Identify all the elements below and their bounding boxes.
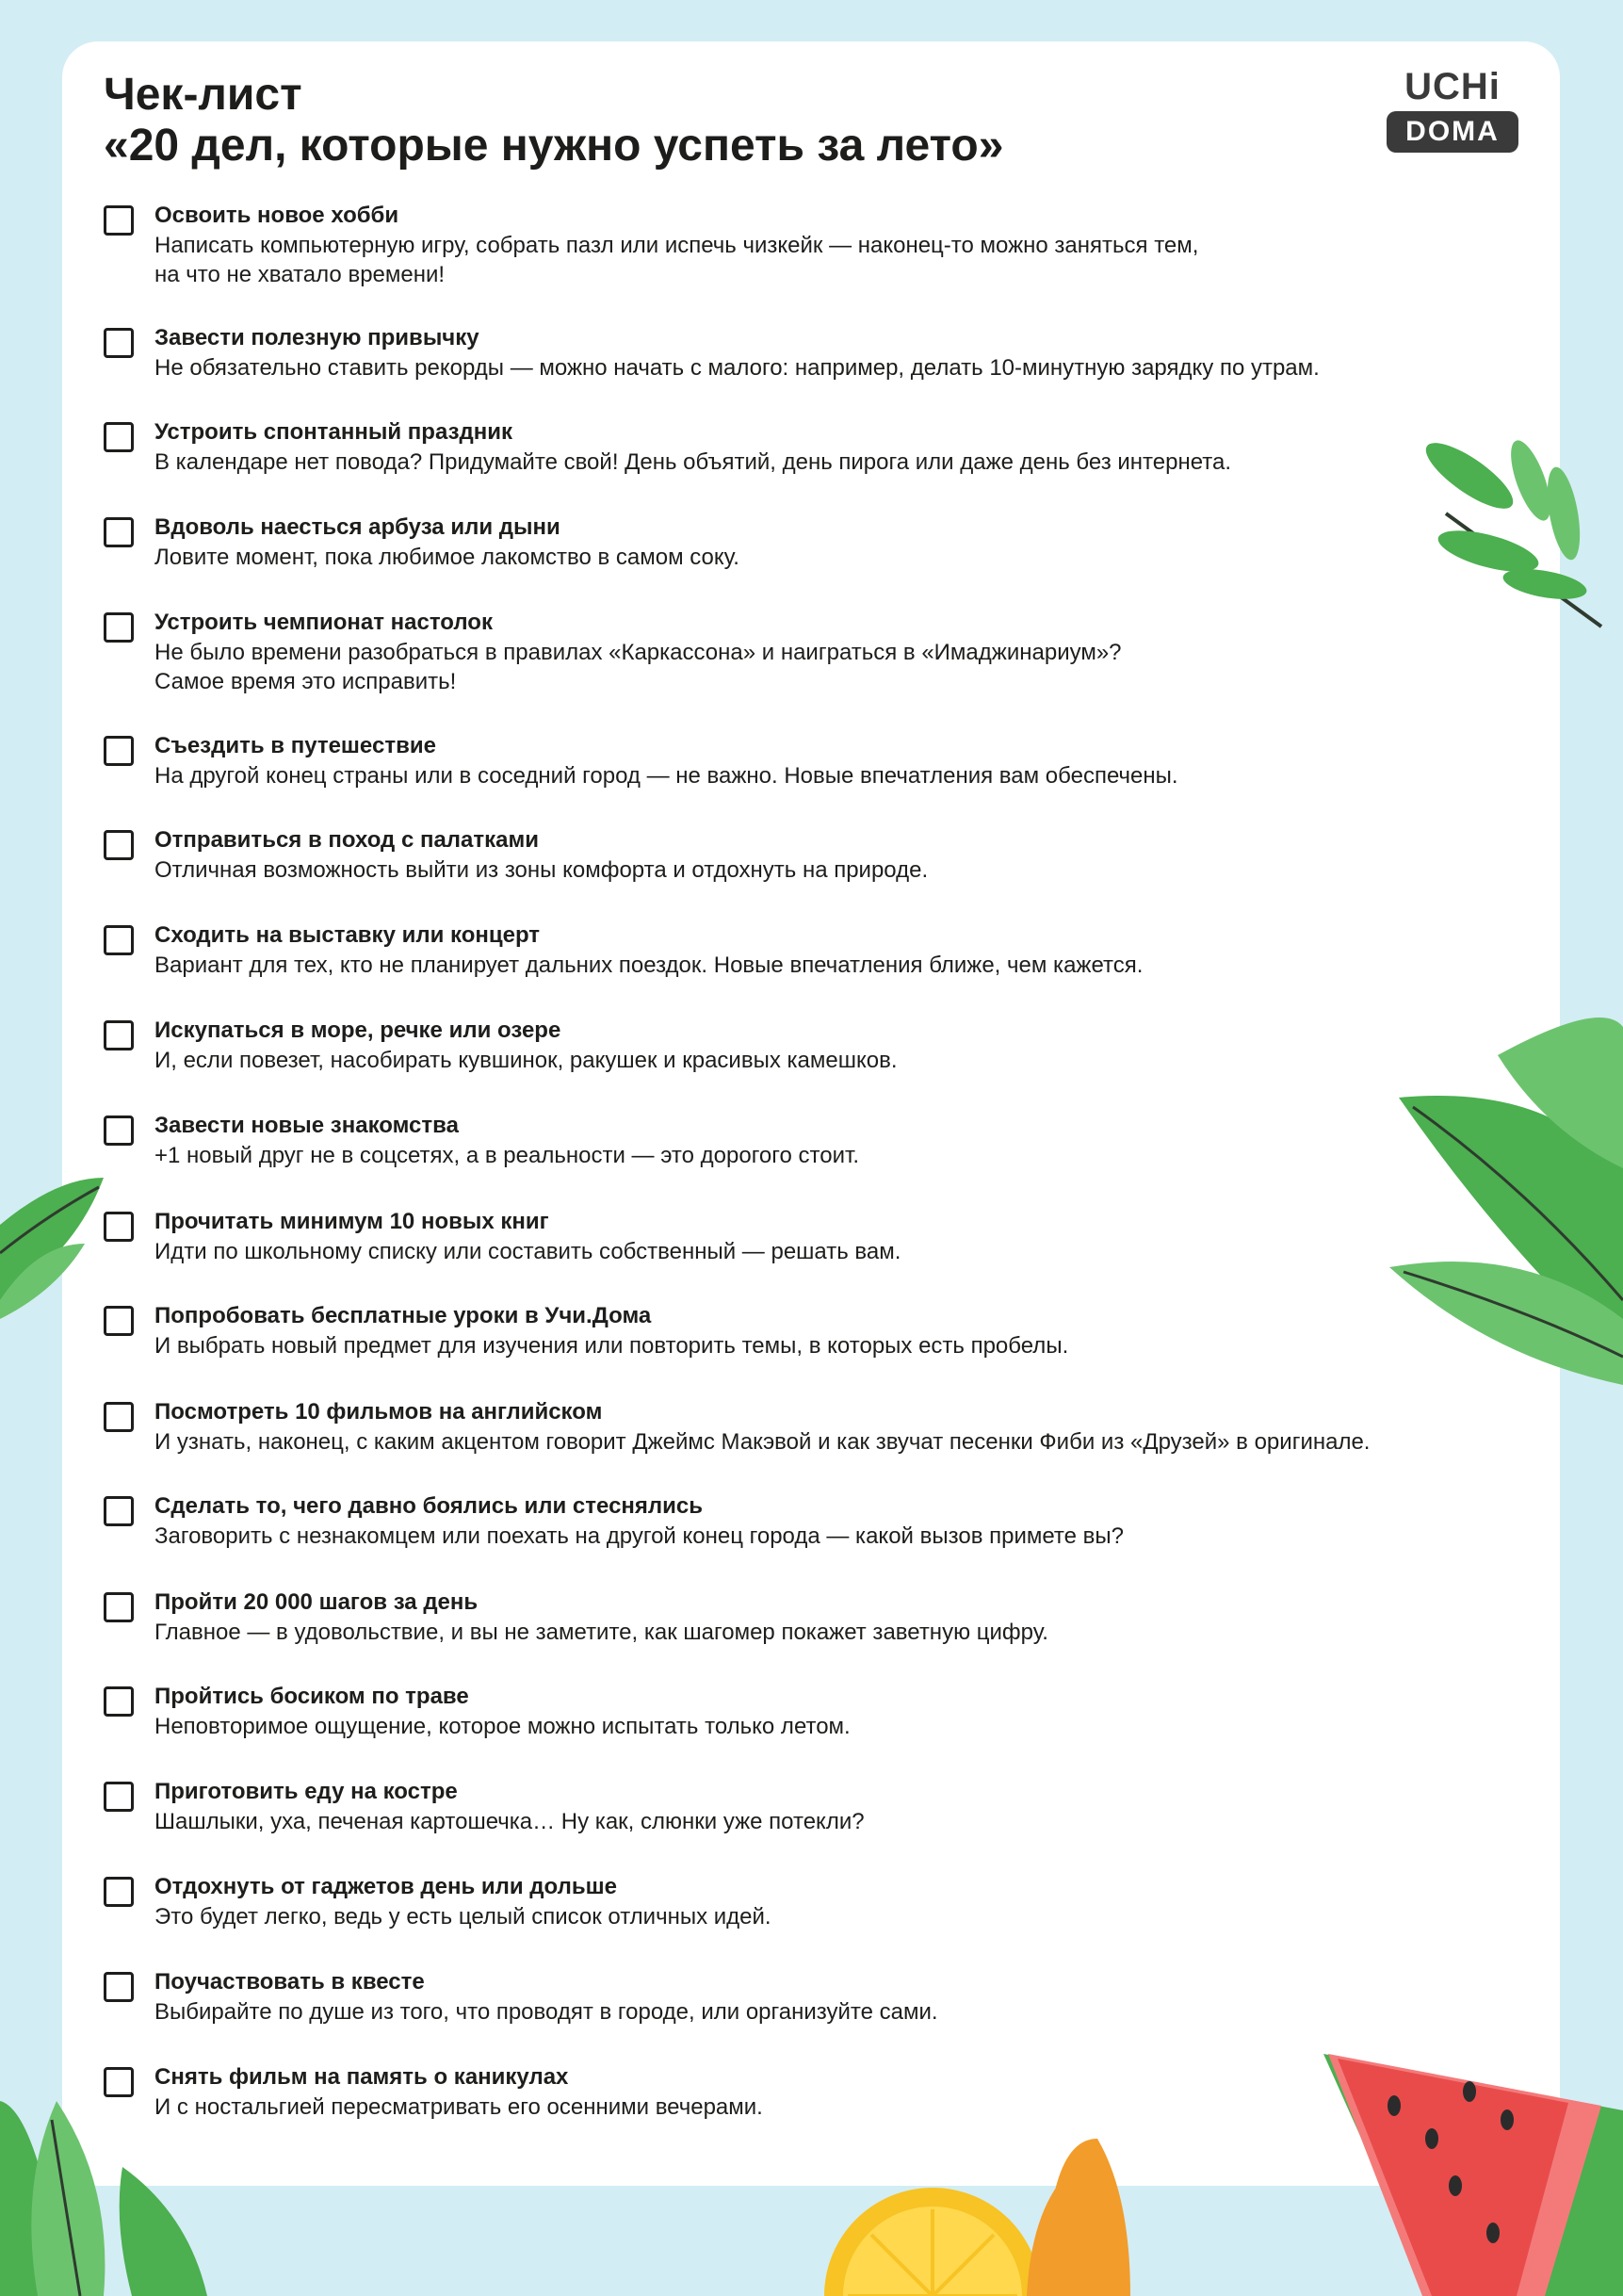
item-title: Пройтись босиком по траве <box>154 1684 469 1709</box>
checkbox[interactable] <box>104 1212 134 1242</box>
item-description: Не обязательно ставить рекорды — можно начать с малого: например, делать 10-минутную зарядку по утрам. <box>154 355 1320 381</box>
item-title: Пройти 20 000 шагов за день <box>154 1589 479 1615</box>
item-description: Не было времени разобраться в правилах «Каркассона» и наиграться в «Имаджинариум»? Самое время это исправить! <box>154 640 1122 694</box>
page-title <box>104 70 1003 171</box>
item-title: Отдохнуть от гаджетов день или дольше <box>154 1874 617 1899</box>
checkbox[interactable] <box>104 2067 134 2097</box>
item-title: Съездить в путешествие <box>154 733 436 758</box>
item-title: Снять фильм на память о каникулах <box>154 2064 569 2090</box>
checkbox[interactable] <box>104 736 134 766</box>
item-description: Заговорить с незнакомцем или поехать на другой конец города — какой вызов примете вы? <box>154 1523 1124 1549</box>
logo-top-text: UCHi <box>1404 66 1501 107</box>
item-description: Это будет легко, ведь у есть целый список отличных идей. <box>154 1904 771 1930</box>
item-title: Искупаться в море, речке или озере <box>154 1018 561 1043</box>
item-description: И выбрать новый предмет для изучения или повторить темы, в которых есть пробелы. <box>154 1333 1069 1359</box>
checkbox[interactable] <box>104 1972 134 2002</box>
item-description: И с ностальгией пересматривать его осенними вечерами. <box>154 2094 763 2120</box>
checkbox[interactable] <box>104 1592 134 1622</box>
item-description: +1 новый друг не в соцсетях, а в реальности — это дорогого стоит. <box>154 1143 859 1168</box>
uchi-doma-logo <box>1387 66 1518 153</box>
checkbox[interactable] <box>104 925 134 955</box>
item-title: Поучаствовать в квесте <box>154 1969 425 1995</box>
item-description: В календаре нет повода? Придумайте свой! День объятий, день пирога или даже день без интернета. <box>154 449 1231 475</box>
checkbox[interactable] <box>104 517 134 547</box>
item-title: Вдоволь наесться арбуза или дыни <box>154 514 560 540</box>
item-description: И, если повезет, насобирать кувшинок, ракушек и красивых камешков. <box>154 1048 898 1073</box>
checkbox[interactable] <box>104 612 134 643</box>
item-title: Устроить спонтанный праздник <box>154 419 513 445</box>
checkbox[interactable] <box>104 1402 134 1432</box>
item-title: Завести новые знакомства <box>154 1113 459 1138</box>
item-description: Написать компьютерную игру, собрать пазл или испечь чизкейк — наконец-то можно заняться тем, на что не хватало времени! <box>154 233 1199 287</box>
item-description: Неповторимое ощущение, которое можно испытать только летом. <box>154 1714 851 1739</box>
item-description: Выбирайте по душе из того, что проводят в городе, или организуйте сами. <box>154 1999 938 2025</box>
logo-bottom-text: DOMA <box>1387 111 1518 153</box>
item-description: Вариант для тех, кто не планирует дальних поездок. Новые впечатления ближе, чем кажется. <box>154 953 1144 978</box>
checkbox[interactable] <box>104 1306 134 1336</box>
checkbox[interactable] <box>104 205 134 236</box>
checkbox[interactable] <box>104 328 134 358</box>
checkbox[interactable] <box>104 830 134 860</box>
item-title: Сходить на выставку или концерт <box>154 922 541 948</box>
checkbox[interactable] <box>104 422 134 452</box>
item-title: Сделать то, чего давно боялись или стеснялись <box>154 1493 704 1519</box>
checkbox[interactable] <box>104 1782 134 1812</box>
watermelon-icon <box>1323 2054 1623 2296</box>
item-title: Отправиться в поход с палатками <box>154 827 540 853</box>
item-description: На другой конец страны или в соседний город — не важно. Новые впечатления вам обеспечены. <box>154 763 1178 789</box>
item-title: Прочитать минимум 10 новых книг <box>154 1209 549 1234</box>
item-title: Завести полезную привычку <box>154 325 479 350</box>
item-title: Приготовить еду на костре <box>154 1779 458 1804</box>
lemon-slice-icon <box>824 2139 1130 2296</box>
title-line-2: «20 дел, которые нужно успеть за лето» <box>104 121 1004 171</box>
item-description: Отличная возможность выйти из зоны комфорта и отдохнуть на природе. <box>154 857 929 883</box>
item-description: И узнать, наконец, с каким акцентом говорит Джеймс Макэвой и как звучат песенки Фиби из «Друзей» в оригинале. <box>154 1429 1371 1455</box>
item-description: Главное — в удовольствие, и вы не заметите, как шагомер покажет заветную цифру. <box>154 1620 1048 1645</box>
item-description: Ловите момент, пока любимое лакомство в самом соку. <box>154 545 739 570</box>
title-line-1: Чек-лист <box>104 70 302 120</box>
item-title: Посмотреть 10 фильмов на английском <box>154 1399 603 1425</box>
item-title: Попробовать бесплатные уроки в Учи.Дома <box>154 1303 652 1328</box>
leaf-left-bottom-icon <box>0 2101 207 2296</box>
leaf-left-middle-icon <box>0 1178 104 1319</box>
item-title: Освоить новое хобби <box>154 203 399 228</box>
item-description: Шашлыки, уха, печеная картошечка… Ну как, слюнки уже потекли? <box>154 1809 865 1834</box>
checkbox[interactable] <box>104 1115 134 1146</box>
checkbox[interactable] <box>104 1020 134 1050</box>
checkbox[interactable] <box>104 1686 134 1717</box>
checkbox[interactable] <box>104 1496 134 1526</box>
checkbox[interactable] <box>104 1877 134 1907</box>
item-title: Устроить чемпионат настолок <box>154 610 493 635</box>
item-description: Идти по школьному списку или составить собственный — решать вам. <box>154 1239 901 1264</box>
